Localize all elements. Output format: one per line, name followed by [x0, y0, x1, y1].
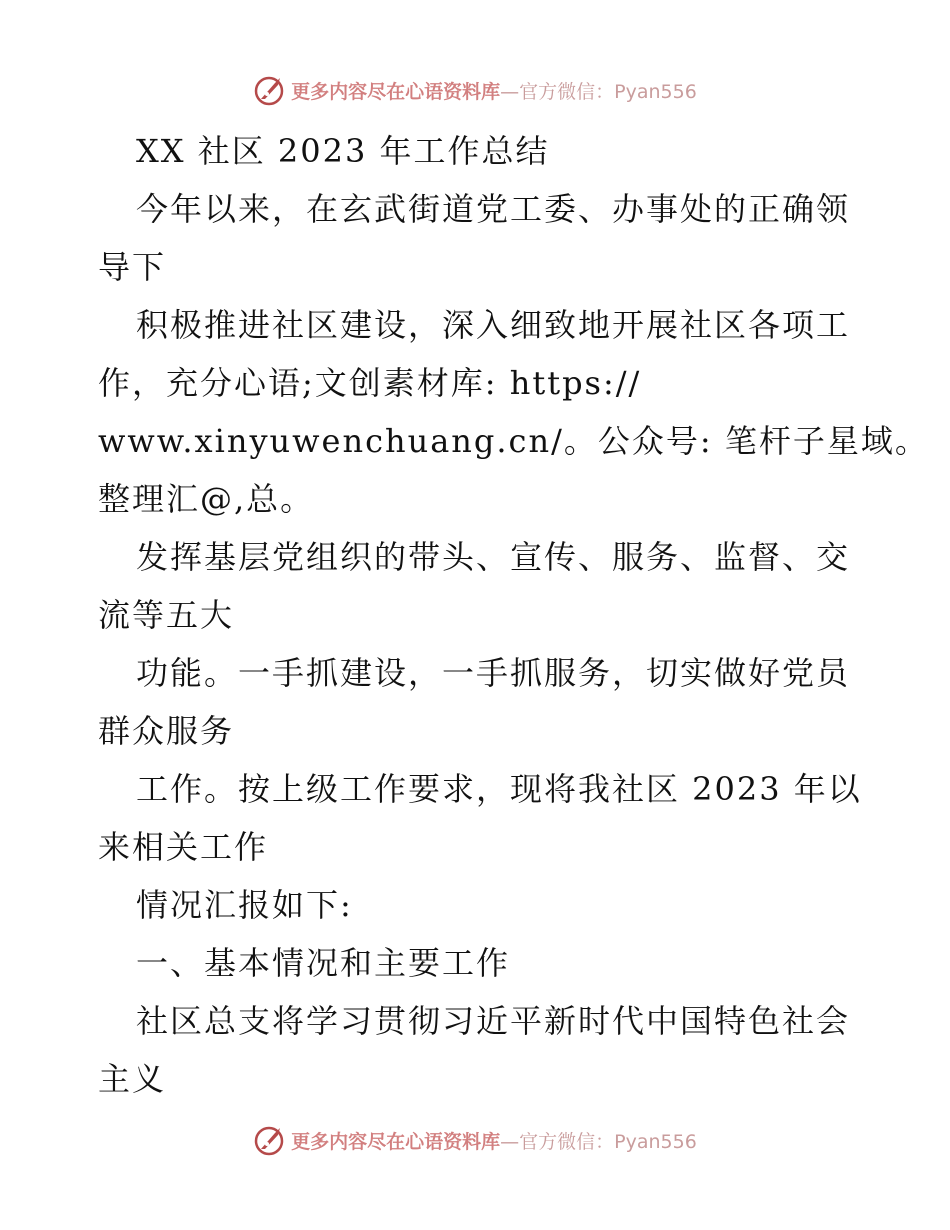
paragraph-line: 功能。一手抓建设，一手抓服务，切实做好党员	[136, 654, 851, 692]
paragraph-line: 主义	[98, 1060, 167, 1098]
document-body	[98, 122, 929, 1108]
paragraph-line: 今年以来，在玄武街道党工委、办事处的正确领	[136, 190, 851, 228]
watermark-contact: 官方微信：Pyan556	[519, 80, 697, 103]
paragraph-line: 作，充分心语;文创素材库: https://	[98, 364, 642, 402]
paragraph-line: www.xinyuwenchuang.cn/。公众号: 笔杆子星域。	[98, 422, 929, 460]
watermark-brand: 更多内容尽在心语资料库	[291, 80, 501, 103]
watermark-separator: —	[500, 1130, 520, 1153]
quill-pen-logo-icon	[253, 1123, 287, 1157]
paragraph-line: 群众服务	[98, 712, 235, 750]
footer-watermark	[0, 1120, 950, 1160]
quill-pen-logo-icon	[253, 73, 287, 107]
paragraph-line: 流等五大	[98, 596, 235, 634]
paragraph-line: 积极推进社区建设，深入细致地开展社区各项工	[136, 306, 851, 344]
paragraph-line: 来相关工作	[98, 828, 269, 866]
watermark-separator: —	[500, 80, 520, 103]
paragraph-line: 整理汇@,总。	[98, 480, 315, 518]
paragraph-line: 工作。按上级工作要求，现将我社区 2023 年以	[136, 770, 862, 808]
watermark-brand: 更多内容尽在心语资料库	[291, 1130, 501, 1153]
header-watermark	[0, 70, 950, 110]
document-title: XX 社区 2023 年工作总结	[136, 132, 550, 170]
paragraph-line: 发挥基层党组织的带头、宣传、服务、监督、交	[136, 538, 851, 576]
section-heading: 一、基本情况和主要工作	[136, 944, 511, 982]
paragraph-line: 情况汇报如下:	[136, 886, 353, 924]
paragraph-line: 社区总支将学习贯彻习近平新时代中国特色社会	[136, 1002, 851, 1040]
watermark-contact: 官方微信：Pyan556	[519, 1130, 697, 1153]
paragraph-line: 导下	[98, 248, 167, 286]
